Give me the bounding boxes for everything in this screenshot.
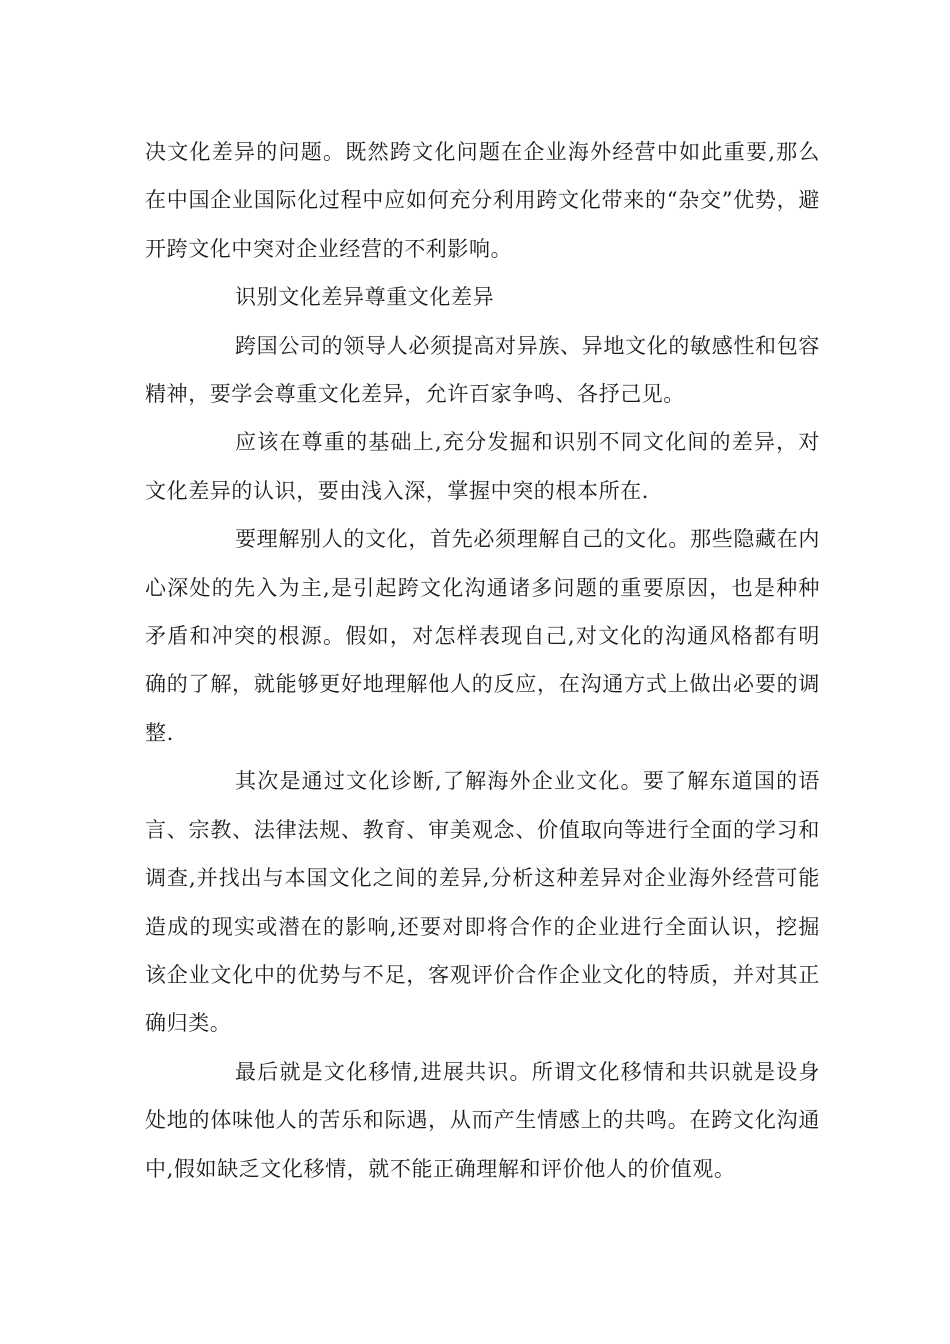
paragraph: 应该在尊重的基础上,充分发掘和识别不同文化间的差异，对文化差异的认识，要由浅入深，掌握中突的根本所在. [145, 430, 820, 503]
paragraph: 要理解别人的文化，首先必须理解自己的文化。那些隐藏在内心深处的先入为主,是引起跨文化沟通诸多问题的重要原因，也是种种矛盾和冲突的根源。假如，对怎样表现自己,对文化的沟通风格都有明确的了解，就能够更好地理解他人的反应，在沟通方式上做出必要的调整. [145, 527, 820, 745]
paragraph: 其次是通过文化诊断,了解海外企业文化。要了解东道国的语言、宗教、法律法规、教育、审美观念、价值取向等进行全面的学习和调查,并找出与本国文化之间的差异,分析这种差异对企业海外经营可能造成的现实或潜在的影响,还要对即将合作的企业进行全面认识，挖掘该企业文化中的优势与不足，客观评价合作企业文化的特质，并对其正确归类。 [145, 769, 820, 1036]
section-heading: 识别文化差异尊重文化差异 [235, 285, 495, 310]
paragraph-continuation: 决文化差异的问题。既然跨文化问题在企业海外经营中如此重要,那么在中国企业国际化过程中应如何充分利用跨文化带来的“杂交”优势，避开跨文化中突对企业经营的不利影响。 [145, 140, 820, 261]
paragraph: 跨国公司的领导人必须提高对异族、异地文化的敏感性和包容精神，要学会尊重文化差异，允许百家争鸣、各抒己见。 [145, 333, 820, 407]
document-body [145, 128, 820, 1193]
paragraph: 最后就是文化移情,进展共识。所谓文化移情和共识就是设身处地的体味他人的苦乐和际遇，从而产生情感上的共鸣。在跨文化沟通中,假如缺乏文化移情，就不能正确理解和评价他人的价值观。 [145, 1059, 820, 1181]
